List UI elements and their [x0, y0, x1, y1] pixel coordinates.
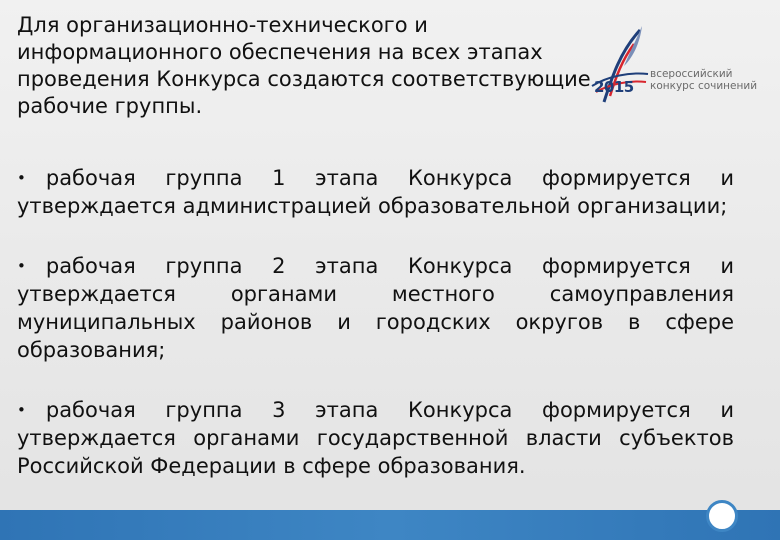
- footer-bar: [0, 510, 780, 540]
- logo-caption-line: конкурс сочинений: [650, 80, 758, 92]
- list-item: [17, 252, 734, 364]
- logo-year: 2015: [594, 78, 634, 96]
- bullet-icon: •: [17, 401, 26, 419]
- logo-caption: [650, 68, 757, 92]
- bullet-icon: •: [17, 169, 26, 187]
- title-line: информационного обеспечения на всех этапах: [17, 40, 543, 64]
- list-item-text: рабочая группа 3 этапа Конкурса формируется и утверждается органами государственной власти субъектов Российской Федерации в сфере образования.: [17, 398, 734, 478]
- logo-caption-line: всероссийский: [650, 68, 733, 80]
- contest-logo: [590, 22, 770, 117]
- slide-title: [17, 12, 597, 120]
- circle-icon: [706, 500, 738, 532]
- list-item: [17, 164, 734, 220]
- title-line: рабочие группы.: [17, 94, 203, 118]
- title-line: проведения Конкурса создаются соответствующие: [17, 67, 591, 91]
- list-item-text: рабочая группа 1 этапа Конкурса формируется и утверждается администрацией образовательной организации;: [17, 166, 734, 218]
- list-item: [17, 396, 734, 480]
- title-line: Для организационно-технического и: [17, 13, 428, 37]
- working-groups-list: [17, 164, 734, 512]
- bullet-icon: •: [17, 257, 26, 275]
- list-item-text: рабочая группа 2 этапа Конкурса формируется и утверждается органами местного самоуправления муниципальных районов и городских округов в сфере образования;: [17, 254, 734, 362]
